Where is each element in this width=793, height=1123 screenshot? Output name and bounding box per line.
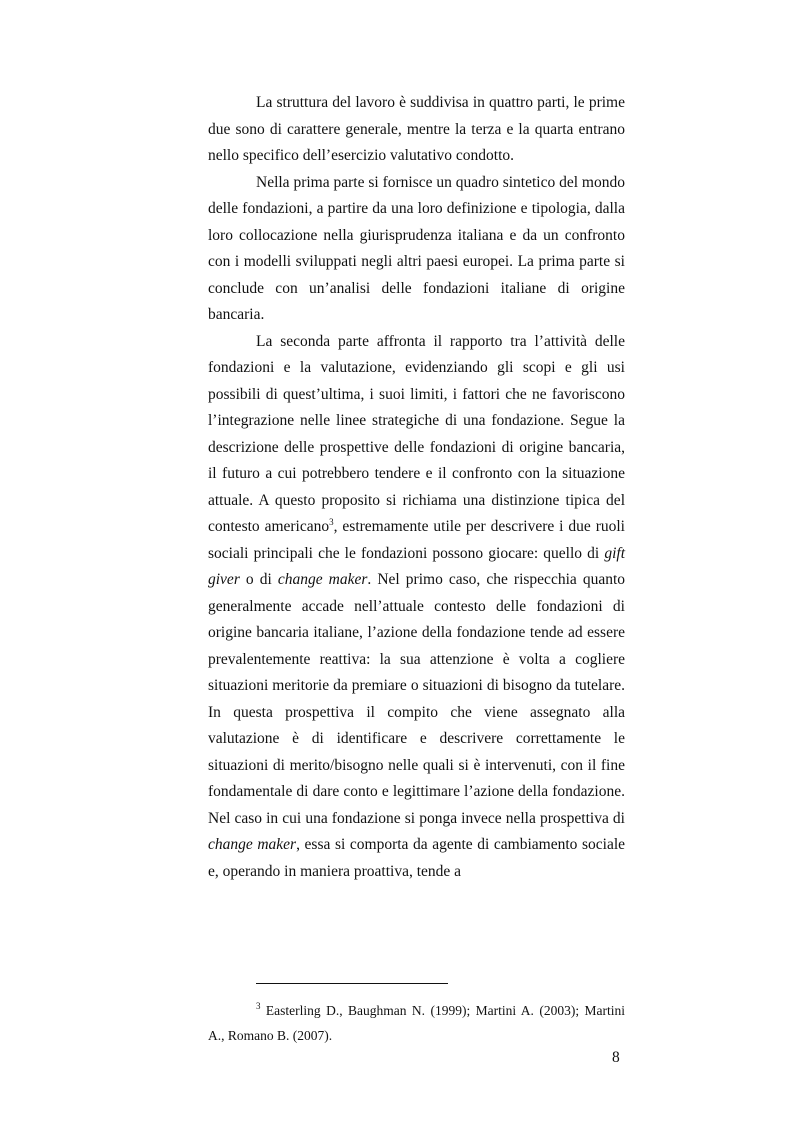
body-text xyxy=(208,90,625,885)
term-change-maker-2: change maker xyxy=(208,836,297,853)
paragraph-2: Nella prima parte si fornisce un quadro sintetico del mondo delle fondazioni, a partire da una loro definizione e tipologia, dalla loro collocazione nella giurisprudenza italiana e da un confronto con i modelli sviluppati negli altri paesi europei. La prima parte si conclude con un’analisi delle fondazioni italiane di origine bancaria. xyxy=(208,173,625,323)
footnote-text: Easterling D., Baughman N. (1999); Martini A. (2003); Martini A., Romano B. (2007). xyxy=(208,1003,625,1043)
paragraph-3-text-2: , estremamente utile per descrivere i due ruoli sociali principali che le fondazioni possono giocare: quello di xyxy=(208,518,625,562)
footnote xyxy=(208,998,625,1048)
paragraph-3 xyxy=(208,329,625,886)
footnote-separator xyxy=(256,983,448,984)
footnote-reference[interactable]: 3 xyxy=(329,517,334,527)
footnote-number: 3 xyxy=(256,1001,261,1011)
term-change-maker: change maker xyxy=(277,571,368,588)
paragraph-3-text-4: . Nel primo caso, che rispecchia quanto generalmente accade nell’attuale contesto delle fondazioni di origine bancaria italiane, l’azione della fondazione tende ad essere prevalentemente reattiva: la sua attenzione è volta a cogliere situazioni meritorie da premiare o situazioni di bisogno da tutelare. In questa prospettiva il compito che viene assegnato alla valutazione è di identificare e descrivere correttamente le situazioni di merito/bisogno nelle quali si è intervenuti, con il fine fondamentale di dare conto e legittimare l’azione della fondazione. Nel caso in cui una fondazione si ponga invece nella prospettiva di xyxy=(208,571,626,827)
paragraph-1: La struttura del lavoro è suddivisa in quattro parti, le prime due sono di carattere generale, mentre la terza e la quarta entrano nello specifico dell’esercizio valutativo condotto. xyxy=(208,94,625,164)
page-number: 8 xyxy=(612,1049,620,1066)
paragraph-3-text-3: o di xyxy=(239,571,278,588)
paragraph-3-text-5: , essa si comporta da agente di cambiamento sociale e, operando in maniera proattiva, tende a xyxy=(208,836,626,880)
term-gift-giver: gift giver xyxy=(208,544,625,588)
paragraph-3-text-1: La seconda parte affronta il rapporto tra l’attività delle fondazioni e la valutazione, evidenziando gli scopi e gli usi possibili di quest’ultima, i suoi limiti, i fattori che ne favoriscono l’integrazione nelle linee strategiche di una fondazione. Segue la descrizione delle prospettive delle fondazioni di origine bancaria, il futuro a cui potrebbero tendere e il confronto con la situazione attuale. A questo proposito si richiama una distinzione tipica del contesto americano xyxy=(208,332,625,535)
